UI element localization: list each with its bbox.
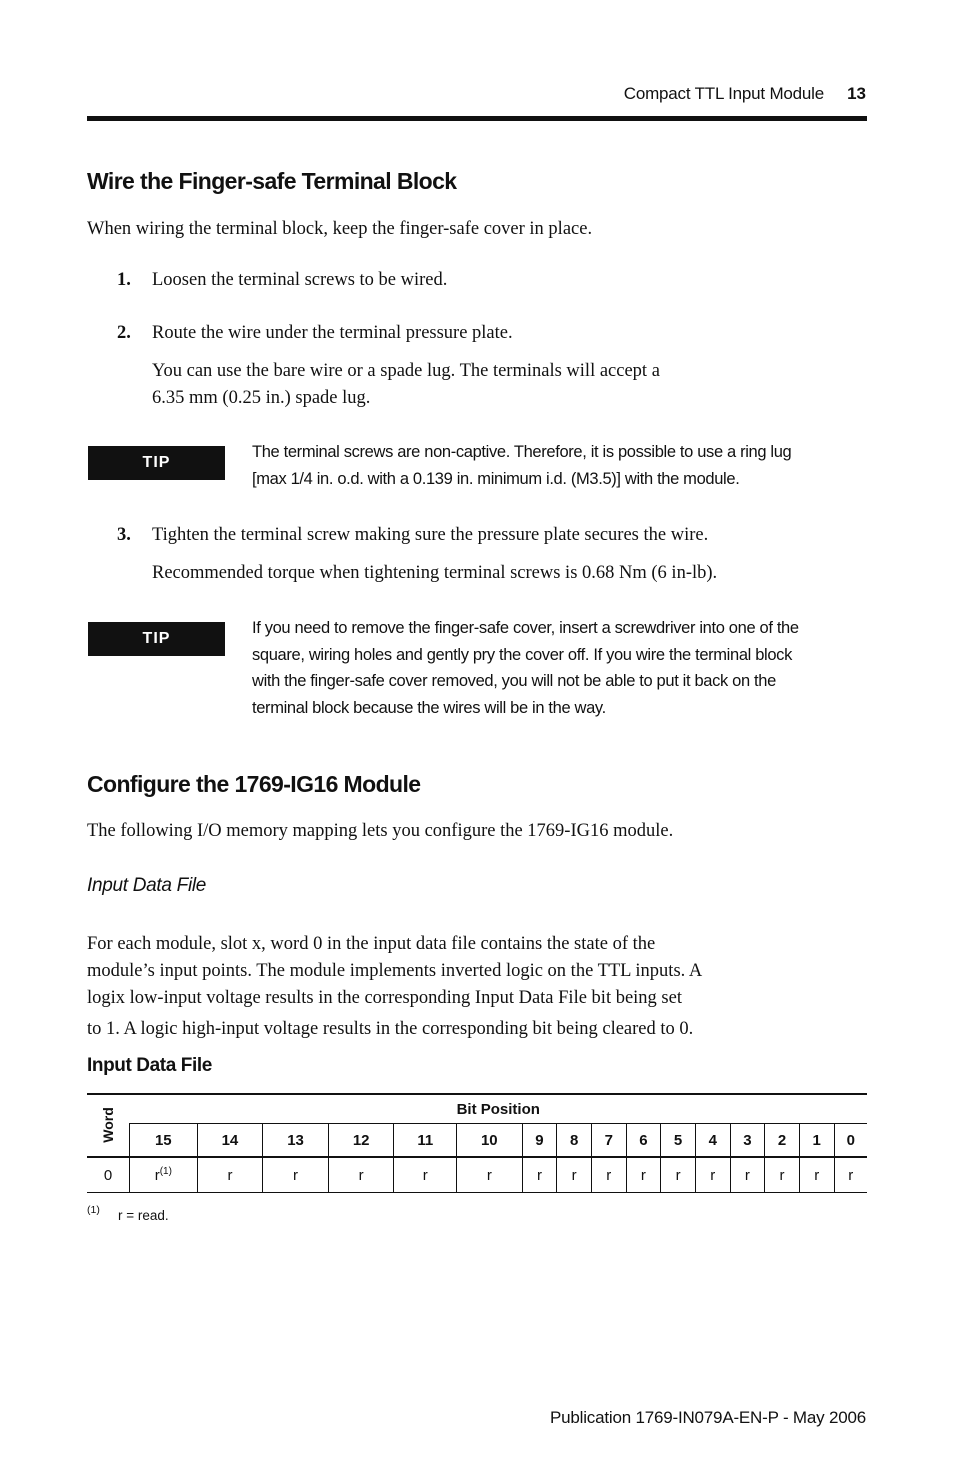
header-rule	[87, 116, 867, 121]
paragraph-line: module’s input points. The module implements inverted logic on the TTL inputs. A	[87, 961, 703, 981]
bit-cell: r	[522, 1157, 557, 1193]
tip-2-line: terminal block because the wires will be in the way.	[252, 698, 606, 717]
paragraph-line: logix low-input voltage results in the corresponding Input Data File bit being set	[87, 988, 682, 1008]
footnote-text: r = read.	[118, 1208, 169, 1223]
bit-header: 5	[661, 1124, 696, 1158]
bit-header: 10	[457, 1124, 523, 1158]
section-intro-configure: The following I/O memory mapping lets you configure the 1769-IG16 module.	[87, 821, 674, 841]
step-text-3: Tighten the terminal screw making sure the pressure plate secures the wire.	[152, 525, 709, 545]
bit-header: 2	[765, 1124, 800, 1158]
step-text-2: Route the wire under the terminal pressure plate.	[152, 323, 513, 343]
bit-cell: r	[695, 1157, 730, 1193]
step-detail-2-line1: You can use the bare wire or a spade lug. The terminals will accept a	[152, 361, 660, 381]
paragraph-line: For each module, slot x, word 0 in the input data file contains the state of the	[87, 934, 656, 954]
bit-header-row	[87, 1124, 867, 1158]
step-number-2: 2.	[117, 323, 131, 343]
input-data-table	[87, 1093, 867, 1193]
bit-header: 8	[557, 1124, 592, 1158]
tip-2-line: square, wiring holes and gently pry the cover off. If you wire the terminal block	[252, 645, 792, 664]
word-row-label: 0	[87, 1157, 130, 1193]
bit-cell: r	[457, 1157, 523, 1193]
section-heading-configure: Configure the 1769-IG16 Module	[87, 771, 421, 797]
bit-cell: r	[263, 1157, 329, 1193]
bit-cell: r	[799, 1157, 834, 1193]
input-data-paragraph	[87, 931, 887, 1043]
bit-cell: r	[557, 1157, 592, 1193]
tip-badge-2: TIP	[88, 622, 225, 656]
running-header-title: Compact TTL Input Module	[623, 84, 824, 103]
paragraph-line: to 1. A logic high-input voltage results in the corresponding bit being cleared to 0.	[87, 1019, 694, 1039]
tip-2-line: with the finger-safe cover removed, you will not be able to put it back on the	[252, 672, 776, 690]
bit-header: 9	[522, 1124, 557, 1158]
bit-value: r	[154, 1167, 160, 1184]
page-number: 13	[847, 84, 866, 103]
bit-cell: r	[626, 1157, 661, 1193]
footnote-mark: (1)	[87, 1204, 100, 1216]
bit-header: 15	[130, 1124, 198, 1158]
tip-1-line: The terminal screws are non-captive. Therefore, it is possible to use a ring lug	[252, 443, 792, 461]
bit-header: 12	[328, 1124, 394, 1158]
subheading-input-data-file: Input Data File	[87, 875, 207, 896]
step-number-1: 1.	[117, 270, 131, 290]
bit-header: 14	[197, 1124, 263, 1158]
tip-badge-1: TIP	[88, 446, 225, 480]
bit-map-table	[87, 1093, 867, 1193]
bit-cell: r	[394, 1157, 457, 1193]
bit-cell: r	[197, 1157, 263, 1193]
section-heading-wiring: Wire the Finger-safe Terminal Block	[87, 168, 457, 194]
bit-header: 7	[591, 1124, 626, 1158]
footnote-ref: (1)	[159, 1166, 172, 1177]
bit-header: 11	[394, 1124, 457, 1158]
bit-position-header: Bit Position	[130, 1094, 868, 1124]
step-detail-2-line2: 6.35 mm (0.25 in.) spade lug.	[152, 388, 371, 408]
bit-header: 3	[730, 1124, 765, 1158]
bit-header: 0	[834, 1124, 867, 1158]
bit-header: 6	[626, 1124, 661, 1158]
step-text-1: Loosen the terminal screws to be wired.	[152, 270, 448, 290]
bit-cell: r	[591, 1157, 626, 1193]
bit-header: 4	[695, 1124, 730, 1158]
section-intro-wiring: When wiring the terminal block, keep the finger-safe cover in place.	[87, 219, 593, 239]
tip-text-2	[252, 615, 872, 721]
bit-cell: r	[765, 1157, 800, 1193]
bit-header: 13	[263, 1124, 329, 1158]
tip-text-1	[252, 439, 872, 492]
bit-cell	[130, 1157, 198, 1193]
tip-1-line: [max 1/4 in. o.d. with a 0.139 in. minimum i.d. (M3.5)] with the module.	[252, 469, 740, 488]
bit-cell: r	[661, 1157, 696, 1193]
word-label: Word	[99, 1106, 116, 1143]
publication-footer: Publication 1769-IN079A-EN-P - May 2006	[549, 1408, 866, 1427]
table-title: Input Data File	[87, 1055, 212, 1076]
table-row	[87, 1157, 867, 1193]
bit-cell: r	[834, 1157, 867, 1193]
bit-cell: r	[328, 1157, 394, 1193]
bit-header: 1	[799, 1124, 834, 1158]
bit-cell: r	[730, 1157, 765, 1193]
word-column-header	[87, 1094, 130, 1157]
step-detail-3: Recommended torque when tightening terminal screws is 0.68 Nm (6 in-lb).	[152, 563, 718, 583]
tip-2-line: If you need to remove the finger-safe cover, insert a screwdriver into one of the	[252, 619, 799, 637]
step-number-3: 3.	[117, 525, 131, 545]
